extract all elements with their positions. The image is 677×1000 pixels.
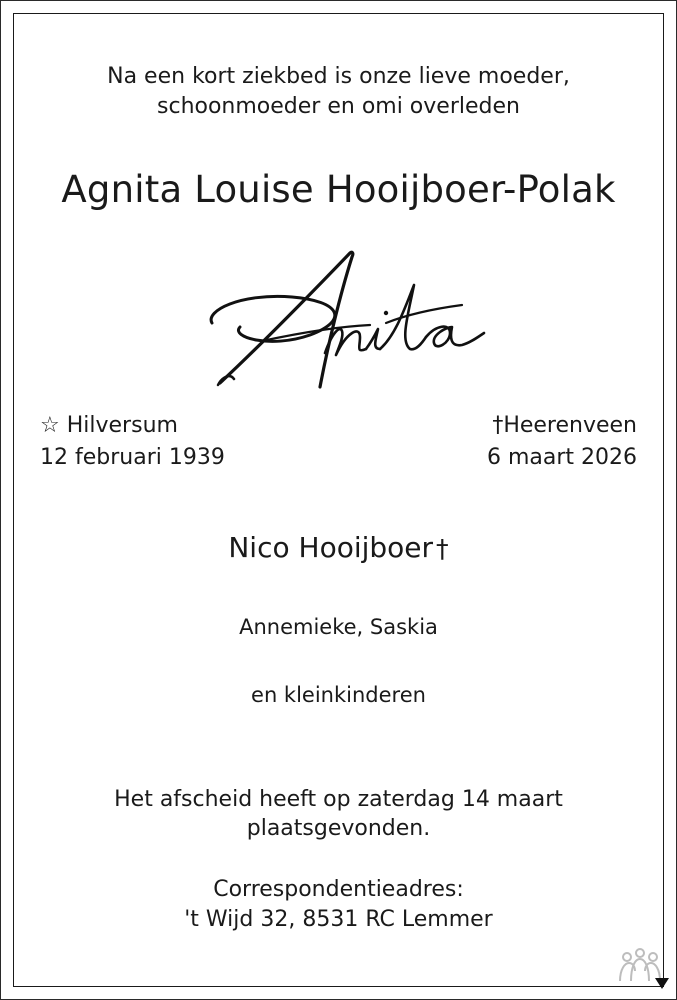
children-names: Annemieke, Saskia (239, 615, 438, 639)
spouse-cross-icon: † (436, 534, 449, 563)
correspondence (0, 875, 677, 935)
farewell-line-2: plaatsgevonden. (246, 816, 431, 841)
death-place: Heerenveen (503, 413, 637, 438)
death-info (487, 410, 637, 474)
spouse-name: Nico Hooijboer (228, 531, 434, 564)
signature-anita (200, 245, 490, 395)
intro-line-1: Na een kort ziekbed is onze lieve moeder, (107, 64, 570, 89)
birth-star-icon: ☆ (40, 413, 60, 438)
grandchildren-text: en kleinkinderen (251, 683, 426, 707)
farewell-line-1: Het afscheid heeft op zaterdag 14 maart (114, 787, 563, 812)
birth-place: Hilversum (66, 413, 178, 438)
farewell-text (0, 785, 677, 843)
birth-info (40, 410, 225, 474)
death-cross-icon: † (492, 413, 504, 438)
intro-text (0, 62, 677, 122)
birth-date: 12 februari 1939 (40, 445, 225, 470)
arrow-down-icon[interactable] (654, 976, 670, 990)
death-date: 6 maart 2026 (486, 445, 637, 470)
spouse (0, 528, 677, 569)
correspondence-label: Correspondentieadres: (213, 877, 464, 902)
deceased-full-name: Agnita Louise Hooijboer-Polak (61, 168, 616, 211)
correspondence-address: 't Wijd 32, 8531 RC Lemmer (184, 907, 493, 932)
intro-line-2: schoonmoeder en omi overleden (157, 94, 520, 119)
